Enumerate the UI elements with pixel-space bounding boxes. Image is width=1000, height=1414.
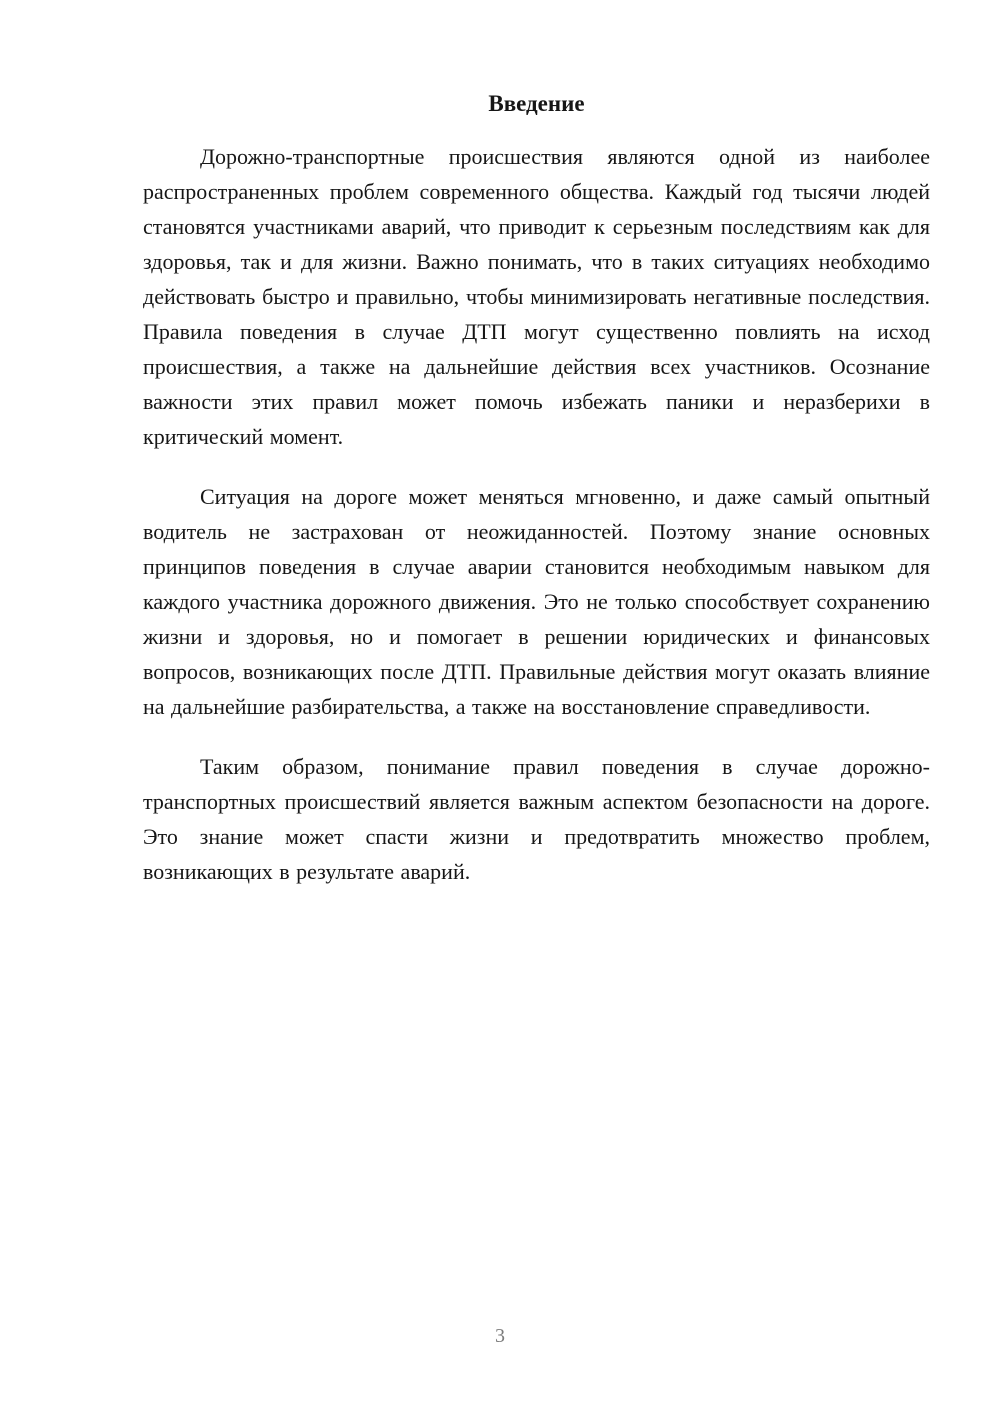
body-paragraph: Таким образом, понимание правил поведения в случае дорожно-транспортных происшествий является важным аспектом безопасности на дороге. Это знание может спасти жизни и предотвратить множество проблем, возникающих в результате аварий. bbox=[143, 754, 930, 884]
body-paragraph: Ситуация на дороге может меняться мгновенно, и даже самый опытный водитель не застрахован от неожиданностей. Поэтому знание основных принципов поведения в случае аварии становится необходимым навыком для каждого участника дорожного движения. Это не только способствует сохранению жизни и здоровья, но и помогает в решении юридических и финансовых вопросов, возникающих после ДТП. Правильные действия могут оказать влияние на дальнейшие разбирательства, а также на восстановление справедливости. bbox=[143, 484, 930, 719]
page-title: Введение bbox=[488, 91, 585, 116]
page-number: 3 bbox=[495, 1325, 505, 1347]
page-footer bbox=[0, 1322, 1000, 1350]
document-body bbox=[143, 139, 930, 889]
body-paragraph: Дорожно-транспортные происшествия являются одной из наиболее распространенных проблем современного общества. Каждый год тысячи людей становятся участниками аварий, что приводит к серьезным последствиям как для здоровья, так и для жизни. Важно понимать, что в таких ситуациях необходимо действовать быстро и правильно, чтобы минимизировать негативные последствия. Правила поведения в случае ДТП могут существенно повлиять на исход происшествия, а также на дальнейшие действия всех участников. Осознание важности этих правил может помочь избежать паники и неразберихи в критический момент. bbox=[143, 144, 930, 449]
